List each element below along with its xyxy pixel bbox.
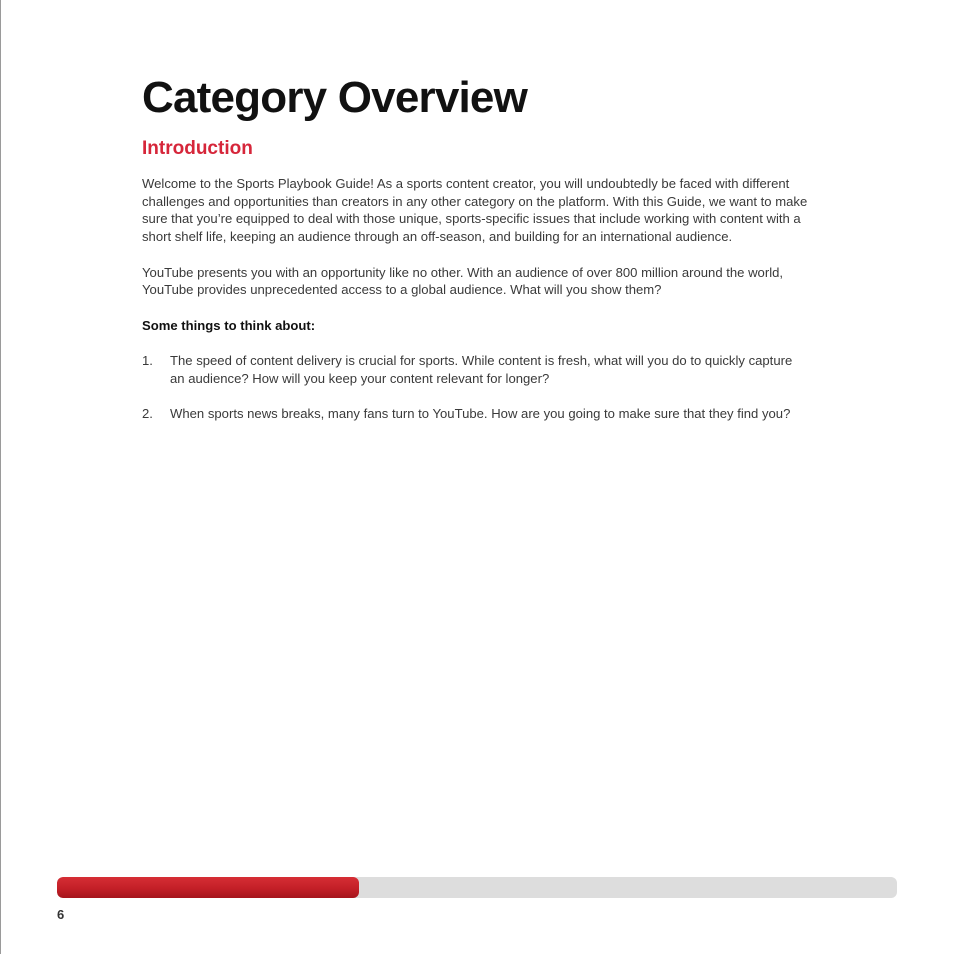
list-item [142,352,814,387]
section-heading: Introduction [142,138,253,159]
list-item-number: 1. [142,352,153,368]
list-item-number: 2. [142,406,153,422]
list-item [142,405,814,423]
reading-progress-bar [57,877,897,898]
reading-progress-fill [57,877,359,898]
list-item-text: The speed of content delivery is crucial for sports. While content is fresh, what will you do to quickly capture an audience? How will you keep your content relevant for longer? [170,352,793,386]
intro-paragraph: Welcome to the Sports Playbook Guide! As a sports content creator, you will undoubtedly be faced with different challenges and opportunities than creators in any other category on the platform. With this Guide, we want to make sure that you’re equipped to deal with those unique, sports-specific issues that include working with content with a short shelf life, keeping an audience through an off-season, and building for an international audience. [142,176,808,245]
page-title: Category Overview [142,73,528,122]
think-about-heading: Some things to think about: [142,317,316,333]
audience-paragraph: YouTube presents you with an opportunity like no other. With an audience of over 800 million around the world, YouTube provides unprecedented access to a global audience. What will you show them? [142,264,784,298]
numbered-list [142,352,814,423]
page-number: 6 [57,907,65,922]
list-item-text: When sports news breaks, many fans turn to YouTube. How are you going to make sure that they find you? [170,406,791,422]
document-content [142,70,814,423]
page-edge-line [0,0,1,954]
